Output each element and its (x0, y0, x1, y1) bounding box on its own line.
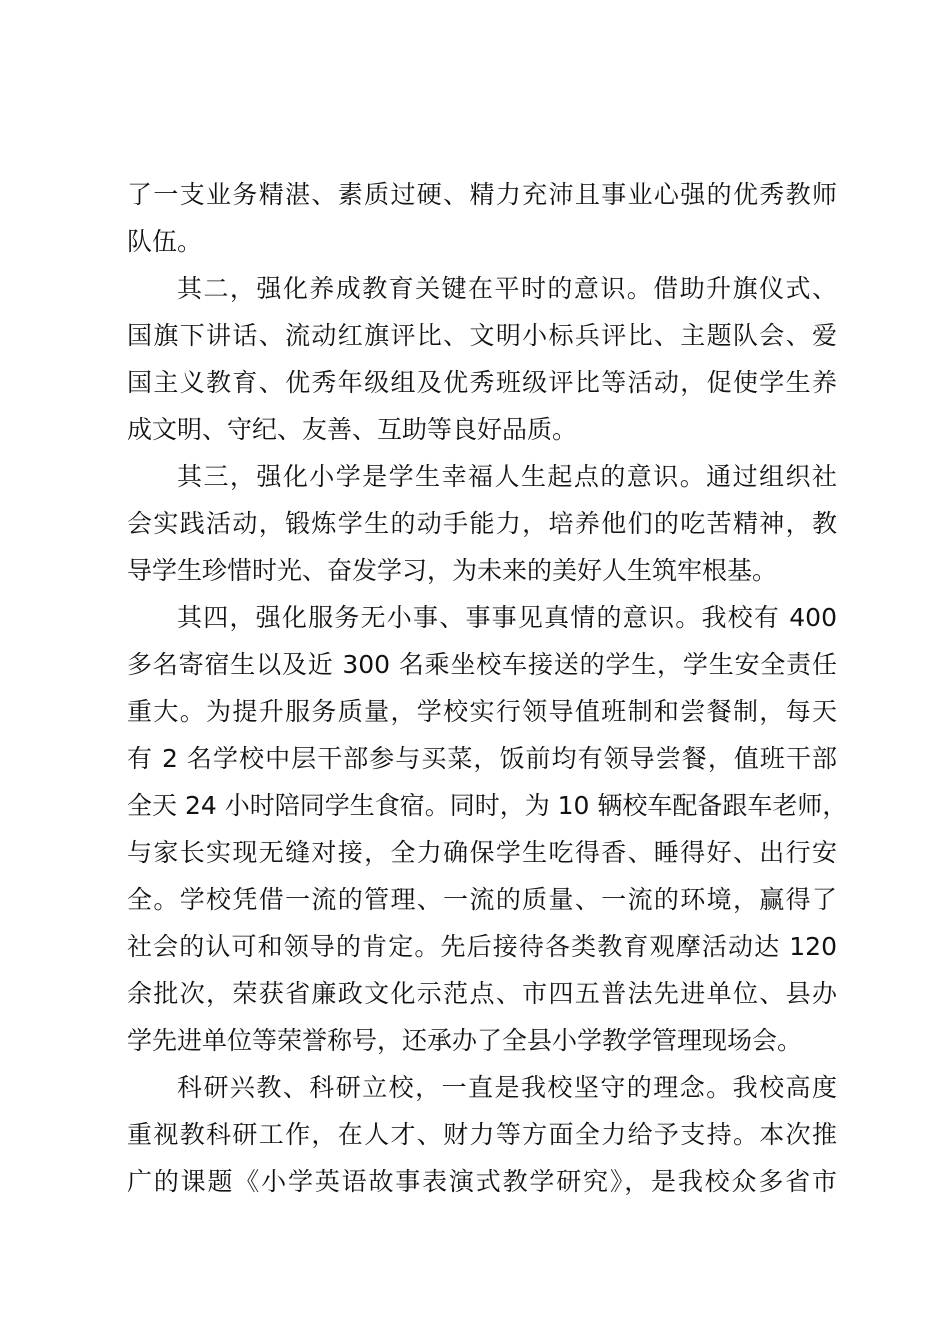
text-line: 其三，强化小学是学生幸福人生起点的意识。通过组织社 (177, 462, 837, 491)
paragraph-1 (127, 171, 837, 265)
text-line: 科研兴教、科研立校，一直是我校坚守的理念。我校高度 (177, 1073, 837, 1102)
text-line: 社会的认可和领导的肯定。先后接待各类教育观摩活动达 120 (127, 932, 837, 961)
text-line: 导学生珍惜时光、奋发学习，为未来的美好人生筑牢根基。 (127, 556, 778, 585)
paragraph-3 (127, 453, 837, 594)
text-line: 学先进单位等荣誉称号，还承办了全县小学教学管理现场会。 (127, 1026, 803, 1055)
text-line: 国主义教育、优秀年级组及优秀班级评比等活动，促使学生养 (127, 368, 837, 397)
text-line: 广的课题《小学英语故事表演式教学研究》，是我校众多省市 (127, 1167, 837, 1196)
text-line: 余批次，荣获省廉政文化示范点、市四五普法先进单位、县办 (127, 979, 837, 1008)
text-line: 有 2 名学校中层干部参与买菜，饭前均有领导尝餐，值班干部 (127, 744, 837, 773)
body-text (127, 171, 848, 1205)
paragraph-2 (127, 265, 837, 453)
paragraph-4 (127, 594, 848, 1064)
text-line: 多名寄宿生以及近 300 名乘坐校车接送的学生，学生安全责任 (127, 650, 837, 679)
text-line: 国旗下讲话、流动红旗评比、文明小标兵评比、主题队会、爱 (127, 321, 837, 350)
paragraph-5 (127, 1064, 837, 1205)
text-line: 重视教科研工作，在人才、财力等方面全力给予支持。本次推 (127, 1120, 837, 1149)
text-line: 其二，强化养成教育关键在平时的意识。借助升旗仪式、 (177, 274, 837, 303)
text-line: 了一支业务精湛、素质过硬、精力充沛且事业心强的优秀教师 (127, 180, 837, 209)
text-line: 与家长实现无缝对接，全力确保学生吃得香、睡得好、出行安 (127, 838, 837, 867)
text-line: 重大。为提升服务质量，学校实行领导值班制和尝餐制，每天 (127, 697, 837, 726)
text-line: 会实践活动，锻炼学生的动手能力，培养他们的吃苦精神，教 (127, 509, 837, 538)
text-line: 成文明、守纪、友善、互助等良好品质。 (127, 415, 578, 444)
text-line: 队伍。 (127, 227, 203, 256)
text-line: 其四，强化服务无小事、事事见真情的意识。我校有 400 (177, 603, 837, 632)
text-line: 全。学校凭借一流的管理、一流的质量、一流的环境，赢得了 (127, 885, 837, 914)
text-line: 全天 24 小时陪同学生食宿。同时，为 10 辆校车配备跟车老师， (127, 791, 848, 820)
